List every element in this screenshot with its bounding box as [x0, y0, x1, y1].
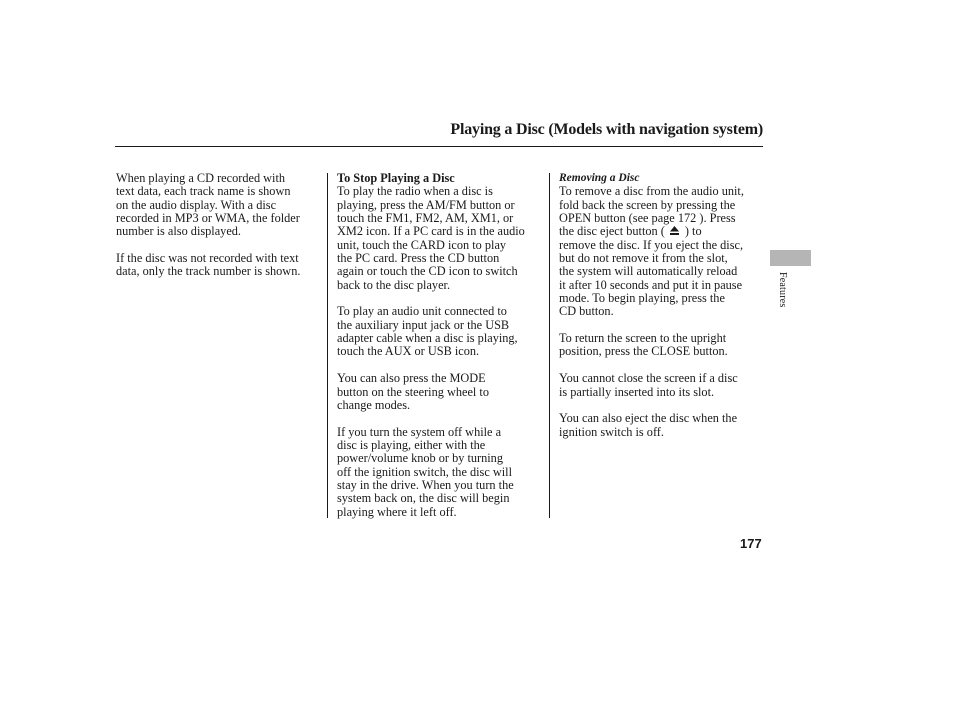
paragraph-eject: [559, 185, 769, 318]
page-title: Playing a Disc (Models with navigation system): [450, 121, 763, 138]
paragraph: You can also eject the disc when the ignition switch is off.: [559, 411, 738, 439]
section-label: Features: [777, 272, 788, 308]
column-2: [337, 172, 545, 532]
paragraph: You can also press the MODE button on the steering wheel to change modes.: [337, 371, 489, 412]
column-3: [559, 172, 769, 452]
paragraph: To return the screen to the upright position, press the CLOSE button.: [559, 331, 728, 359]
column-1: [116, 172, 324, 292]
section-tab: [770, 250, 811, 266]
paragraph: If the disc was not recorded with text data, only the track number is shown.: [116, 251, 301, 279]
section-heading-stop-playing: To Stop Playing a Disc: [337, 171, 455, 185]
paragraph: When playing a CD recorded with text data, each track name is shown on the audio display. With a disc recorded in MP3 or WMA, the folder number is also displayed.: [116, 171, 300, 239]
paragraph: You cannot close the screen if a disc is partially inserted into its slot.: [559, 371, 738, 399]
paragraph: To play an audio unit connected to the auxiliary input jack or the USB adapter cable when a disc is playing, touch the AUX or USB icon.: [337, 304, 518, 359]
text-segment: To remove a disc from the audio unit, fold back the screen by pressing the OPEN button (see page 172 ). Press the disc eject button (: [559, 184, 744, 239]
page-number: 177: [740, 536, 762, 551]
text-segment: ) to remove the disc. If you eject the disc, but do not remove it from the slot, the system will automatically reload it after 10 seconds and put it in pause mode. To begin playing, press the CD button.: [559, 224, 744, 319]
title-rule: [115, 146, 763, 147]
paragraph: To play the radio when a disc is playing, press the AM/FM button or touch the FM1, FM2, AM, XM1, or XM2 icon. If a PC card is in the audio unit, touch the CARD icon to play the PC card. Press the CD button again or touch the CD icon to switch back to the disc player.: [337, 184, 525, 292]
column-divider: [327, 173, 328, 518]
paragraph: If you turn the system off while a disc is playing, either with the power/volume knob or by turning off the ignition switch, the disc will stay in the drive. When you turn the system back on, the disc will begin playing where it left off.: [337, 424, 514, 519]
column-divider: [549, 173, 550, 518]
section-heading-removing-disc: Removing a Disc: [559, 172, 640, 184]
eject-icon: [669, 225, 680, 236]
